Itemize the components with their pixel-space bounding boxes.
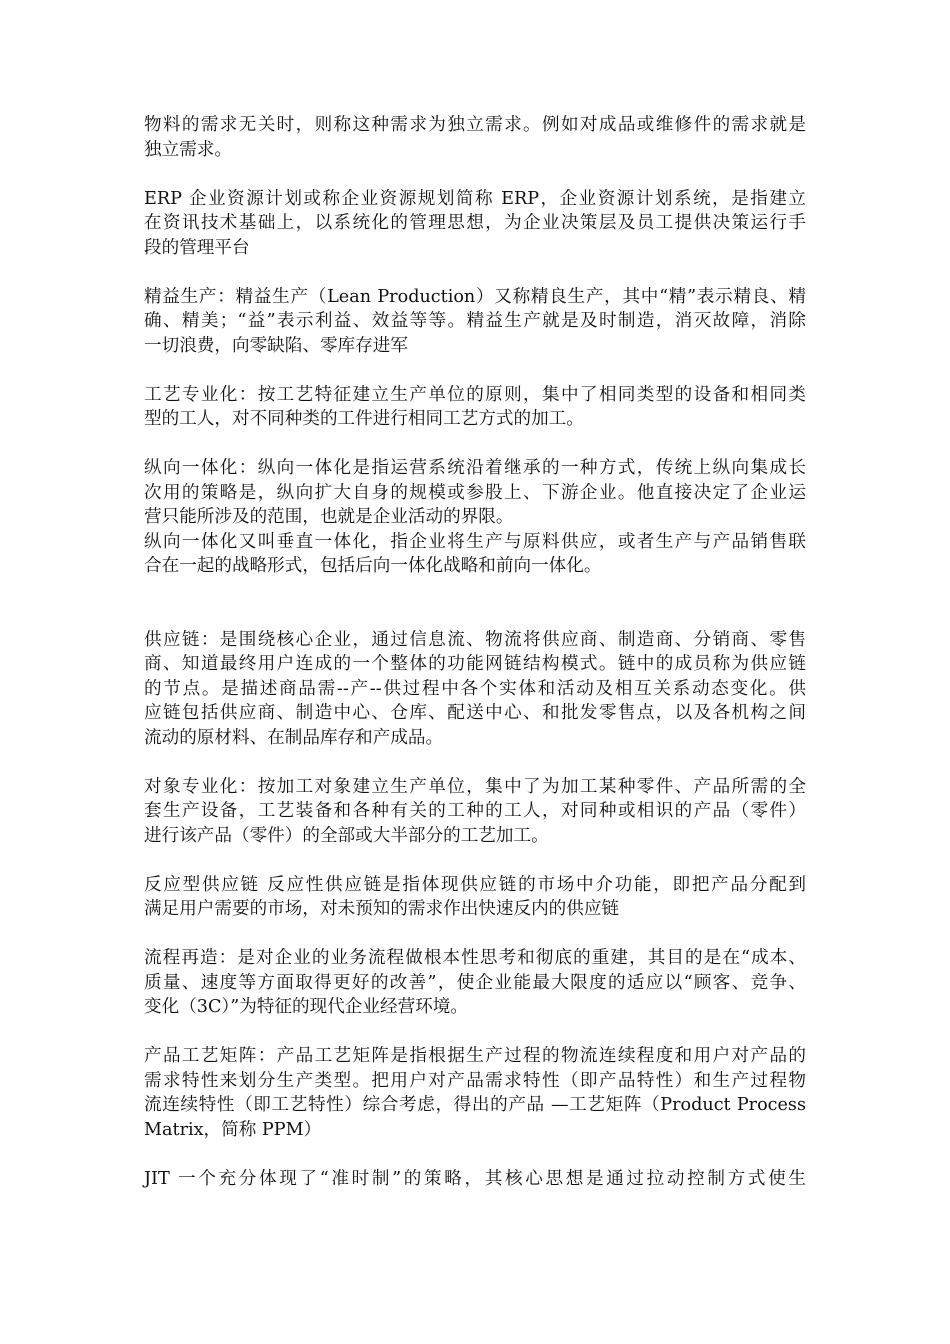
paragraph-vertical-integration-alt — [144, 530, 806, 579]
paragraph-process-reengineering — [144, 946, 806, 1020]
text-line: 在资讯技术基础上，以系统化的管理思想，为企业决策层及员工提供决策运行手 — [144, 213, 806, 233]
text-line: Matrix，简称 PPM） — [144, 1119, 322, 1140]
text-line: 物料的需求无关时，则称这种需求为独立需求。例如对成品或维修件的需求就是 — [144, 115, 806, 135]
text-line: 工艺专业化：按工艺特征建立生产单位的原则，集中了相同类型的设备和相同类 — [144, 384, 806, 405]
text-line: 流动的原材料、在制品库存和产成品。 — [144, 727, 444, 748]
text-line: 纵向一体化又叫垂直一体化，指企业将生产与原料供应，或者生产与产品销售联 — [144, 531, 806, 552]
text-line: 合在一起的战略形式，包括后向一体化战略和前向一体化。 — [144, 556, 602, 576]
text-line: 营只能所涉及的范围，也就是企业活动的界限。 — [144, 507, 514, 527]
paragraph-supply-chain — [144, 628, 806, 751]
text-line: 段的管理平台 — [144, 237, 250, 258]
text-line: 型的工人，对不同种类的工件进行相同工艺方式的加工。 — [144, 409, 584, 429]
paragraph-independent-demand — [144, 113, 806, 162]
text-line: 商、知道最终用户连成的一个整体的功能网链结构模式。链中的成员称为供应链 — [144, 654, 806, 674]
text-line: 一切浪费，向零缺陷、零库存进军 — [144, 335, 408, 356]
text-line: 变化（3C）”为特征的现代企业经营环境。 — [144, 997, 468, 1017]
text-line: 精益生产：精益生产（Lean Production）又称精良生产，其中“精”表示精良、精 — [144, 286, 806, 307]
text-line: JIT 一个充分体现了“准时制”的策略，其核心思想是通过拉动控制方式使生 — [144, 1168, 806, 1189]
paragraph-product-process-matrix — [144, 1044, 806, 1142]
text-line: 质量、速度等方面取得更好的改善”，使企业能最大限度的适应以“顾客、竞争、 — [144, 972, 806, 993]
text-line: 流连续特性（即工艺特性）综合考虑，得出的产品 —工艺矩阵（Product Process — [144, 1095, 806, 1115]
paragraph-jit — [144, 1167, 806, 1192]
text-line: 满足用户需要的市场，对未预知的需求作出快速反内的供应链 — [144, 899, 620, 919]
text-line: ERP 企业资源计划或称企业资源规划简称 ERP，企业资源计划系统，是指建立 — [144, 188, 806, 209]
text-line: 纵向一体化：纵向一体化是指运营系统沿着继承的一种方式，传统上纵向集成长 — [144, 458, 806, 478]
paragraph-process-specialization — [144, 383, 806, 432]
paragraph-vertical-integration — [144, 456, 806, 530]
text-line: 独立需求。 — [144, 139, 232, 160]
text-line: 的节点。是描述商品需--产--供过程中各个实体和活动及相互关系动态变化。供 — [144, 678, 806, 699]
document-page — [144, 113, 806, 1191]
text-line: 确、精美；“益”表示利益、效益等等。精益生产就是及时制造，消灭故障，消除 — [144, 311, 806, 331]
paragraph-responsive-supply-chain — [144, 873, 806, 922]
text-line: 次用的策略是，纵向扩大自身的规模或参股上、下游企业。他直接决定了企业运 — [144, 482, 806, 503]
text-line: 需求特性来划分生产类型。把用户对产品需求特性（即产品特性）和生产过程物 — [144, 1070, 806, 1091]
text-line: 进行该产品（零件）的全部或大半部分的工艺加工。 — [144, 825, 549, 846]
paragraph-erp — [144, 187, 806, 261]
text-line: 套生产设备，工艺装备和各种有关的工种的工人，对同种或相识的产品（零件） — [144, 801, 806, 821]
text-line: 流程再造：是对企业的业务流程做根本性思考和彻底的重建，其目的是在“成本、 — [144, 948, 806, 968]
text-line: 产品工艺矩阵：产品工艺矩阵是指根据生产过程的物流连续程度和用户对产品的 — [144, 1046, 806, 1066]
text-line: 供应链：是围绕核心企业，通过信息流、物流将供应商、制造商、分销商、零售 — [144, 629, 806, 650]
paragraph-lean-production — [144, 285, 806, 359]
text-line: 对象专业化：按加工对象建立生产单位，集中了为加工某种零件、产品所需的全 — [144, 776, 806, 797]
text-line: 反应型供应链 反应性供应链是指体现供应链的市场中介功能，即把产品分配到 — [144, 874, 806, 895]
text-line: 应链包括供应商、制造中心、仓库、配送中心、和批发零售点，以及各机构之间 — [144, 703, 806, 723]
paragraph-object-specialization — [144, 775, 806, 849]
